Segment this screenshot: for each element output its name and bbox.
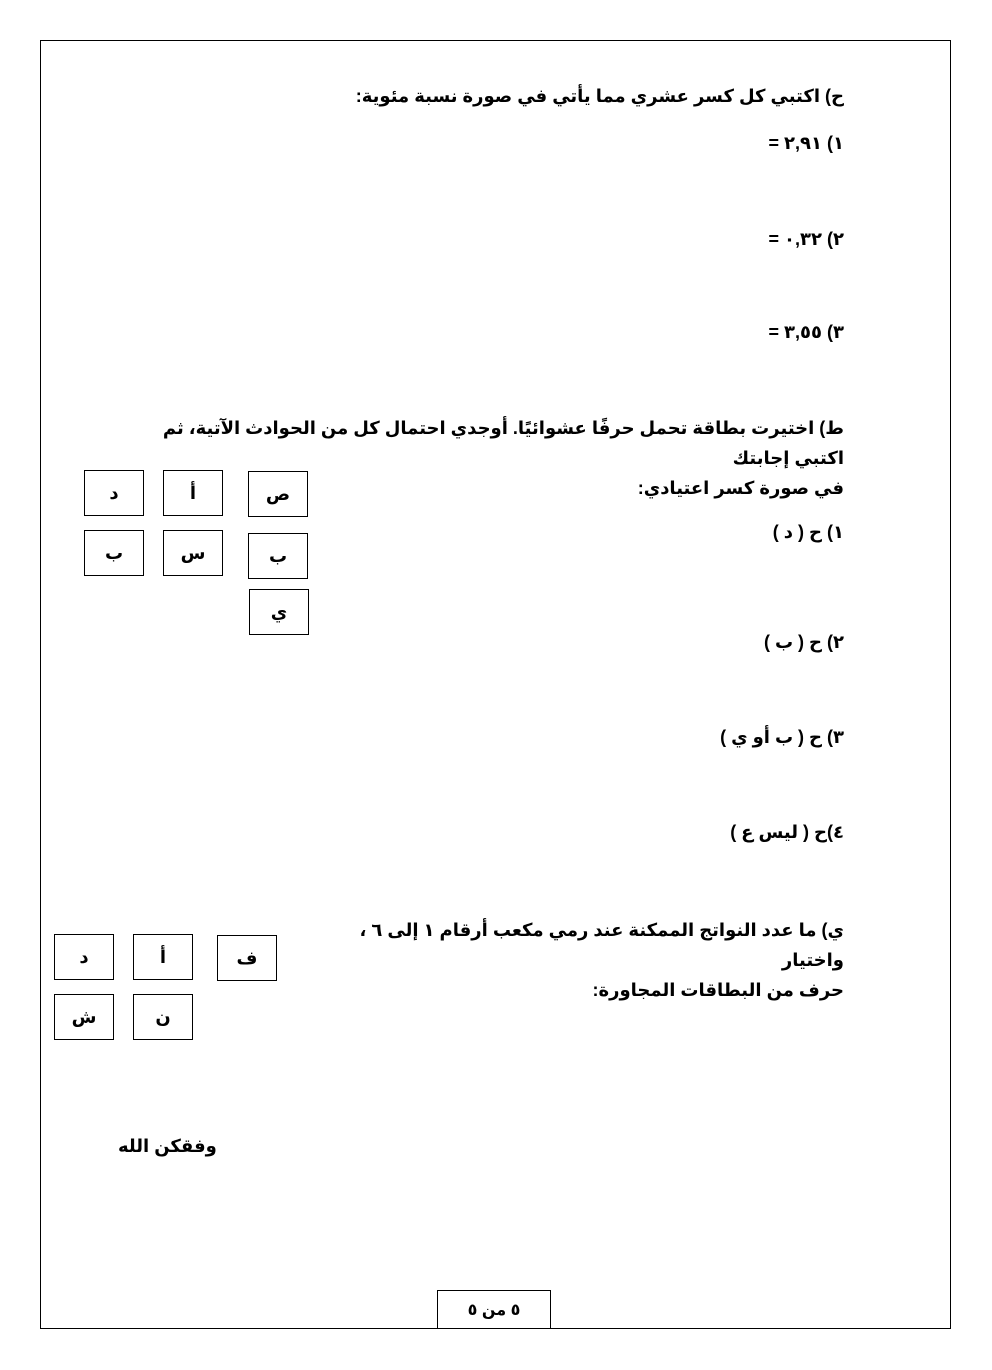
page-number: ٥ من ٥ [467,1301,521,1319]
letter-card: ن [133,994,193,1040]
letter-card: د [84,470,144,516]
section-y-line-1: ي) ما عدد النواتج الممكنة عند رمي مكعب أرقام ١ إلى ٦ ، واختيار [359,920,844,970]
letter-card: أ [163,470,223,516]
section-t-item-4: ٤)ح ( ليس ع ) [730,822,844,842]
letter-card: د [54,934,114,980]
section-t-line-2: في صورة كسر اعتيادي: [637,478,844,498]
section-h-item-2: ٢) ٠,٣٢ = [768,229,844,249]
section-t-item-1: ١) ح ( د ) [772,522,844,542]
section-t-item-3: ٣) ح ( ب أو ي ) [720,727,844,747]
letter-card: ب [248,533,308,579]
letter-card: ص [248,471,308,517]
letter-card: ف [217,935,277,981]
letter-card: ش [54,994,114,1040]
letter-card: ي [249,589,309,635]
section-t-question [124,413,844,503]
section-h-item-1: ١) ٢,٩١ = [768,133,844,153]
section-y-line-2: حرف من البطاقات المجاورة: [592,980,844,1000]
section-h-heading: ح) اكتبي كل كسر عشري مما يأتي في صورة نسبة مئوية: [355,86,844,106]
section-y-question [324,915,844,1005]
section-t-item-2: ٢) ح ( ب ) [763,632,844,652]
letter-card: س [163,530,223,576]
letter-card: أ [133,934,193,980]
section-t-line-1: ط) اختيرت بطاقة تحمل حرفًا عشوائيًا. أوجدي احتمال كل من الحوادث الآتية، ثم اكتبي إجابتك [162,418,844,468]
closing-note: وفقكن الله [118,1136,217,1156]
letter-card: ب [84,530,144,576]
page-number-box [437,1290,551,1329]
section-h-item-3: ٣) ٣,٥٥ = [768,322,844,342]
